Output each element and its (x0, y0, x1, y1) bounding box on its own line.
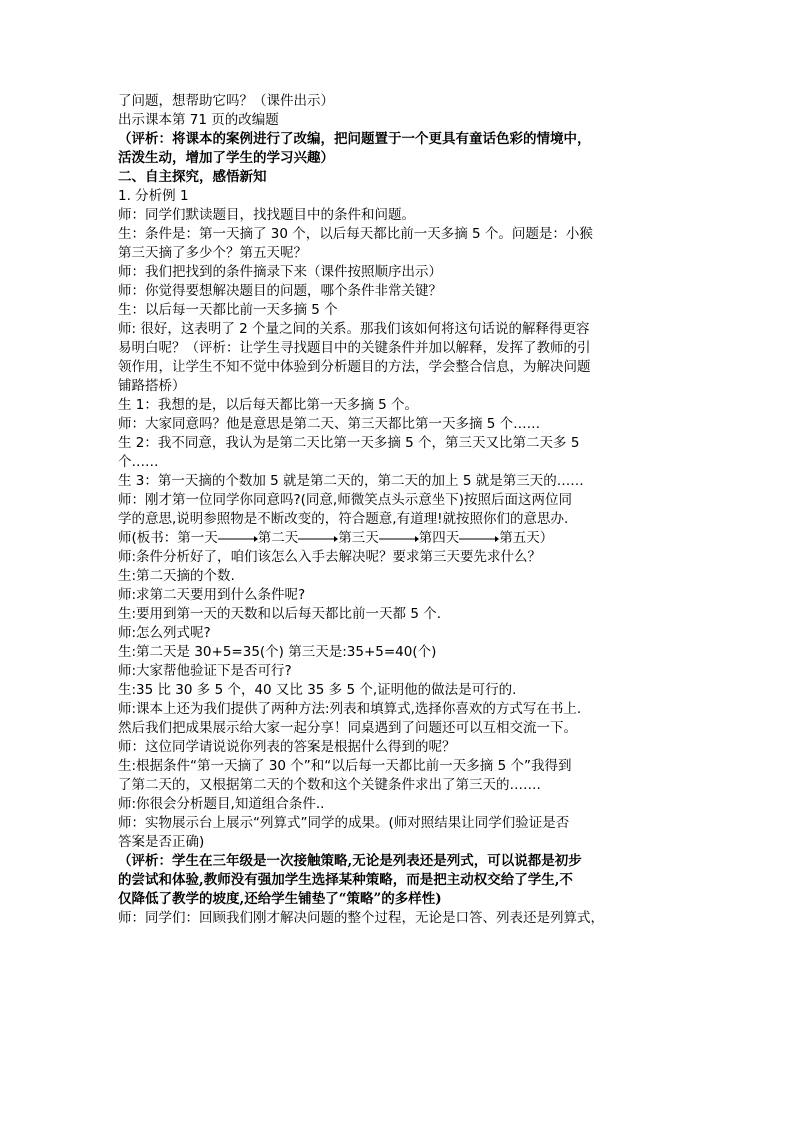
text-line: 师：同学们默读题目，找找题目中的条件和问题。 (118, 207, 415, 223)
board-day-2: 第二天 (257, 530, 299, 546)
comment-line: 活泼生动，增加了学生的学习兴趣） (118, 150, 334, 166)
text-line: 第三天摘了多少个？第五天呢？ (118, 245, 307, 261)
board-day-1: 第一天 (177, 530, 218, 546)
text-line: 了问题，想帮助它吗？（课件出示） (118, 93, 334, 109)
text-line: 师:课本上还为我们提供了两种方法:列表和填算式,选择你喜欢的方式写在书上. (118, 701, 582, 717)
text-line: 师:怎么列式呢? (118, 625, 211, 641)
text-line: 然后我们把成果展示给大家一起分享！同桌遇到了问题还可以互相交流一下。 (118, 720, 577, 736)
text-line: 个…… (118, 454, 159, 470)
text-line: 师：你觉得要想解决题目的问题，哪个条件非常关键？ (118, 283, 442, 299)
text-line: 生 3：第一天摘的个数加 5 就是第二天的，第二天的加上 5 就是第三天的…… (118, 473, 584, 489)
text-line: 师：实物展示台上展示“列算式”同学的成果。(师对照结果让同学们验证是否 (118, 815, 570, 831)
text-line: 生 1：我想的是，以后每天都比第一天多摘 5 个。 (118, 397, 419, 413)
arrow-right-icon (298, 529, 338, 548)
blackboard-timeline (118, 529, 678, 548)
comment-line: 的尝试和体验,教师没有强加学生选择某种策略，而是把主动权交给了学生,不 (118, 872, 573, 888)
text-line: 生:35 比 30 多 5 个，40 又比 35 多 5 个,证明他的做法是可行的. (118, 682, 517, 698)
text-line: 师:条件分析好了，咱们该怎么入手去解决呢？要求第三天要先求什么？ (118, 549, 542, 565)
text-line: 生:第二天摘的个数. (118, 568, 235, 584)
board-prefix: 师(板书： (118, 530, 178, 546)
text-line: 铺路搭桥） (118, 378, 186, 394)
board-day-3: 第三天 (338, 530, 379, 546)
subsection-heading: 1. 分析例 1 (118, 188, 189, 204)
text-line: 生 2：我不同意，我认为是第二天比第一天多摘 5 个，第三天又比第二天多 5 (118, 435, 580, 451)
section-heading: 二、自主探究，感悟新知 (118, 169, 267, 185)
text-line: 生:根据条件“第一天摘了 30 个”和“以后每一天都比前一天多摘 5 个”我得到 (118, 758, 572, 774)
text-line: 生：条件是：第一天摘了 30 个，以后每天都比前一天多摘 5 个。问题是：小猴 (118, 226, 593, 242)
text-line: 师：大家同意吗？他是意思是第二天、第三天都比第一天多摘 5 个…… (118, 416, 541, 432)
text-line: 出示课本第 71 页的改编题 (118, 112, 279, 128)
document-page (118, 92, 678, 928)
arrow-right-icon (218, 529, 258, 548)
text-line: 了第二天的，又根据第二天的个数和这个关键条件求出了第三天的……. (118, 777, 541, 793)
text-line: 师:求第二天要用到什么条件呢? (118, 587, 306, 603)
comment-line: （评析：将课本的案例进行了改编，把问题置于一个更具有童话色彩的情境中， (118, 131, 591, 147)
text-line: 答案是否正确) (118, 834, 205, 850)
comment-line: （评析：学生在三年级是一次接触策略,无论是列表还是列式，可以说都是初步 (118, 853, 582, 869)
text-line: 师: 很好，这表明了 2 个量之间的关系。那我们该如何将这句话说的解释得更容 (118, 321, 590, 337)
board-day-4: 第四天 (418, 530, 460, 546)
comment-line: 仅降低了教学的坡度,还给学生铺垫了“策略”的多样性) (118, 891, 442, 907)
text-line: 生:要用到第一天的天数和以后每天都比前一天都 5 个. (118, 606, 442, 622)
text-line: 师：这位同学请说说你列表的答案是根据什么得到的呢？ (118, 739, 456, 755)
board-suffix: ） (539, 530, 554, 546)
text-line: 师：我们把找到的条件摘录下来（课件按照顺序出示） (118, 264, 442, 280)
text-line: 师：同学们：回顾我们刚才解决问题的整个过程，无论是口答、列表还是列算式， (118, 910, 604, 926)
arrow-right-icon (459, 529, 499, 548)
text-line: 易明白呢？（评析：让学生寻找题目中的关键条件并加以解释，发挥了教师的引 (118, 340, 591, 356)
text-line: 师:你很会分析题目,知道组合条件.. (118, 796, 325, 812)
text-line: 师：刚才第一位同学你同意吗?(同意,师微笑点头示意坐下)按照后面这两位同 (118, 492, 572, 508)
arrow-right-icon (379, 529, 419, 548)
text-line: 师:大家帮他验证下是否可行? (118, 663, 292, 679)
text-line: 生:第二天是 30+5=35(个) 第三天是:35+5=40(个) (118, 644, 437, 660)
board-day-5: 第五天 (499, 530, 540, 546)
text-line: 生：以后每一天都比前一天多摘 5 个 (118, 302, 338, 318)
text-line: 领作用，让学生不知不觉中体验到分析题目的方法，学会整合信息，为解决问题 (118, 359, 591, 375)
text-line: 学的意思,说明参照物是不断改变的，符合题意,有道理!就按照你们的意思办. (118, 511, 569, 527)
